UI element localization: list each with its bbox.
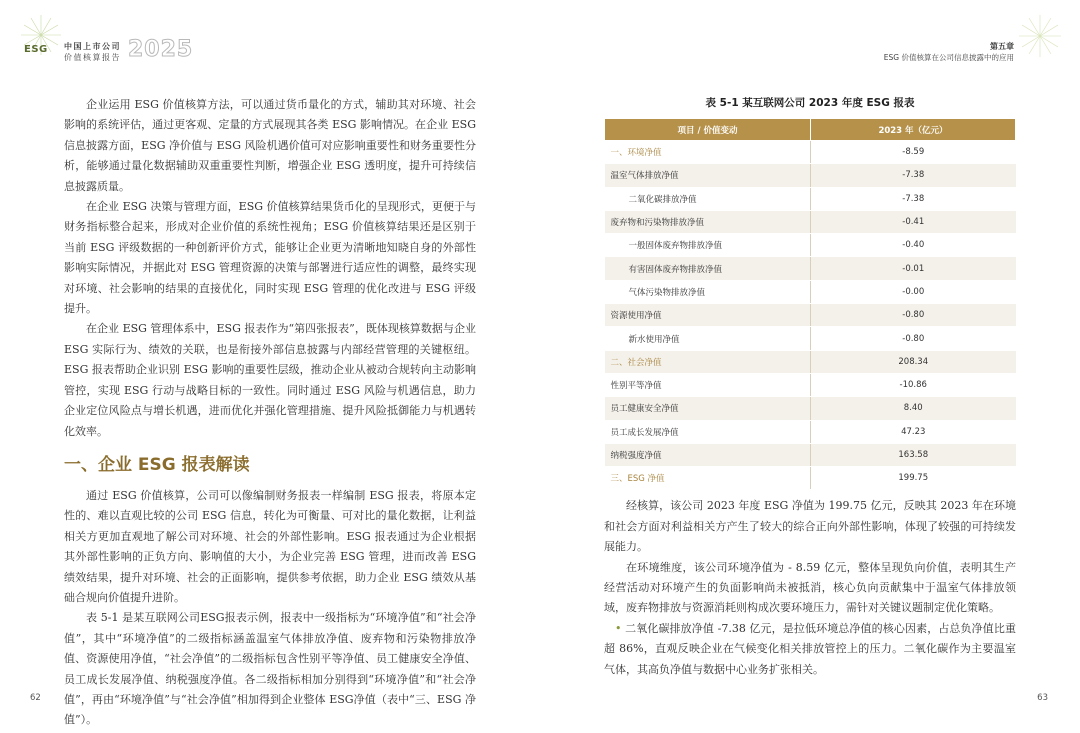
row-value: -0.01: [811, 257, 1016, 280]
chapter-label: 第五章: [990, 42, 1014, 51]
row-item: 温室气体排放净值: [605, 164, 811, 187]
row-value: -0.80: [811, 327, 1016, 350]
body-paragraph: 表 5-1 是某互联网公司ESG报表示例，报表中一级指标为“环境净值”和“社会净值”，其中“环境净值”的二级指标涵盖温室气体排放净值、废弃物和污染物排放净值、资源使用净值，“社会净值”的二级指标包含性别平等净值、员工健康安全净值、员工成长发展净值、纳税强度净值。各二级指标相加分别得到“环境净值”和“社会净值”，再由“环境净值”与“社会净值”相加得到企业整体 ESG净值（表中“三、ESG 净值”）。: [64, 611, 476, 727]
row-value: -8.59: [811, 141, 1016, 164]
column-header-value: 2023 年（亿元）: [811, 119, 1016, 141]
table-row: [605, 397, 1016, 420]
body-paragraph: 在环境维度，该公司环境净值为 - 8.59 亿元，整体呈现负向价值，表明其生产经营活动对环境产生的负面影响尚未被抵消，核心负向贡献集中于温室气体排放领域，废弃物排放与资源消耗则构成次要环境压力，需针对关键议题制定优化策略。: [604, 560, 1016, 615]
body-paragraph: 通过 ESG 价值核算，公司可以像编制财务报表一样编制 ESG 报表，将原本定性的、难以直观比较的公司 ESG 信息，转化为可衡量、可对比的量化数据，让利益相关方更加直观地了解公司对环境、社会的外部性影响。ESG 报表通过为企业根据其外部性影响的正负方向、影响值的大小，为企业完善 ESG 管理，进而改善 ESG 绩效结果，提升对环境、社会的正面影响，提供参考依据，助力企业 ESG 绩效从基础合规向价值提升进阶。: [64, 488, 476, 604]
column-header-item: 项目 / 价值变动: [605, 119, 811, 141]
table-row: [605, 467, 1016, 490]
row-value: -0.00: [811, 280, 1016, 303]
row-item: 性别平等净值: [605, 373, 811, 396]
chapter-subtitle: ESG 价值核算在公司信息披露中的应用: [883, 53, 1014, 62]
row-item: 废弃物和污染物排放净值: [605, 210, 811, 233]
page-number-left: 62: [30, 693, 41, 703]
section-heading: 一、企业 ESG 报表解读: [64, 454, 250, 475]
bullet-paragraph: [604, 619, 1016, 680]
row-value: 163.58: [811, 443, 1016, 466]
row-value: -7.38: [811, 164, 1016, 187]
row-item: 气体污染物排放净值: [605, 280, 811, 303]
esg-report-table: [604, 118, 1016, 490]
row-value: -0.80: [811, 304, 1016, 327]
row-item: 二、社会净值: [605, 350, 811, 373]
row-value: 199.75: [811, 467, 1016, 490]
row-item: 三、ESG 净值: [605, 467, 811, 490]
row-item: 一、环境净值: [605, 141, 811, 164]
row-value: -10.86: [811, 373, 1016, 396]
row-value: -7.38: [811, 187, 1016, 210]
table-row: [605, 257, 1016, 280]
table-row: [605, 350, 1016, 373]
row-item: 员工健康安全净值: [605, 397, 811, 420]
bullet-text: 二氧化碳排放净值 -7.38 亿元，是拉低环境总净值的核心因素，占总负净值比重超 86%，直观反映企业在气候变化相关排放管控上的压力。二氧化碳作为主要温室气体，其高负净值与数据中心业务扩张相关。: [604, 621, 1016, 676]
row-item: 资源使用净值: [605, 304, 811, 327]
table-row: [605, 141, 1016, 164]
table-row: [605, 373, 1016, 396]
row-value: 208.34: [811, 350, 1016, 373]
table-row: [605, 443, 1016, 466]
row-item: 员工成长发展净值: [605, 420, 811, 443]
row-value: -0.41: [811, 210, 1016, 233]
table-row: [605, 420, 1016, 443]
row-item: 新水使用净值: [605, 327, 811, 350]
body-paragraph: 企业运用 ESG 价值核算方法，可以通过货币量化的方式，辅助其对环境、社会影响的系统评估，通过更客观、定量的方式展现其各类 ESG 影响情况。在企业 ESG 信息披露方面，ESG 净价值与 ESG 风险机遇价值可对应影响重要性和财务重要性分析，能够通过量化数据辅助双重重要性判断，增强企业 ESG 透明度，提升可持续信息披露质量。: [64, 98, 476, 193]
bullet-dot-icon: •: [615, 621, 622, 635]
table-row: [605, 304, 1016, 327]
body-paragraph: 在企业 ESG 管理体系中，ESG 报表作为“第四张报表”，既体现核算数据与企业 ESG 实际行为、绩效的关联，也是衔接外部信息披露与内部经营管理的关键枢纽。ESG 报表帮助企业识别 ESG 影响的重要性层级，推动企业从被动合规转向主动影响管控，实现 ESG 行动与战略目标的一致性。同时通过 ESG 风险与机遇信息，助力企业定位风险点与增长机遇，进而优化并强化管理措施、提升风险抵御能力与机遇转化效率。: [64, 322, 476, 438]
row-item: 二氧化碳排放净值: [605, 187, 811, 210]
left-column: [64, 95, 476, 731]
table-row: [605, 280, 1016, 303]
row-item: 纳税强度净值: [605, 443, 811, 466]
logo-esg-text: ESG: [24, 44, 48, 55]
report-year: 2025: [128, 37, 194, 62]
sunburst-decoration-icon: [1018, 14, 1062, 58]
table-row: [605, 234, 1016, 257]
row-value: -0.40: [811, 234, 1016, 257]
table-row: [605, 210, 1016, 233]
row-value: 8.40: [811, 397, 1016, 420]
body-paragraph: 经核算，该公司 2023 年度 ESG 净值为 199.75 亿元，反映其 2023 年在环境和社会方面对利益相关方产生了较大的综合正向外部性影响，体现了较强的可持续发展能力。: [604, 499, 1016, 554]
body-paragraph: 在企业 ESG 决策与管理方面，ESG 价值核算结果货币化的呈现形式，更便于与财务指标整合起来，形成对企业价值的系统性视角；ESG 价值核算结果还是区别于当前 ESG 评级数据的一种创新评价方式，能够让企业更为清晰地知晓自身的外部性影响实际情况，并据此对 ESG 管理资源的决策与部署进行适应性的调整，最终实现对环境、社会影响的结果的直接优化，同时实现 ESG 管理的优化改进与 ESG 评级提升。: [64, 200, 476, 316]
table-row: [605, 327, 1016, 350]
report-title-line2: 价值核算报告: [64, 53, 121, 62]
report-title-line1: 中国上市公司: [64, 42, 121, 51]
page-number-right: 63: [1037, 693, 1048, 703]
right-column: [604, 95, 1016, 680]
table-title: 表 5-1 某互联网公司 2023 年度 ESG 报表: [705, 97, 915, 109]
table-row: [605, 164, 1016, 187]
table-row: [605, 187, 1016, 210]
row-value: 47.23: [811, 420, 1016, 443]
row-item: 一般固体废弃物排放净值: [605, 234, 811, 257]
row-item: 有害固体废弃物排放净值: [605, 257, 811, 280]
